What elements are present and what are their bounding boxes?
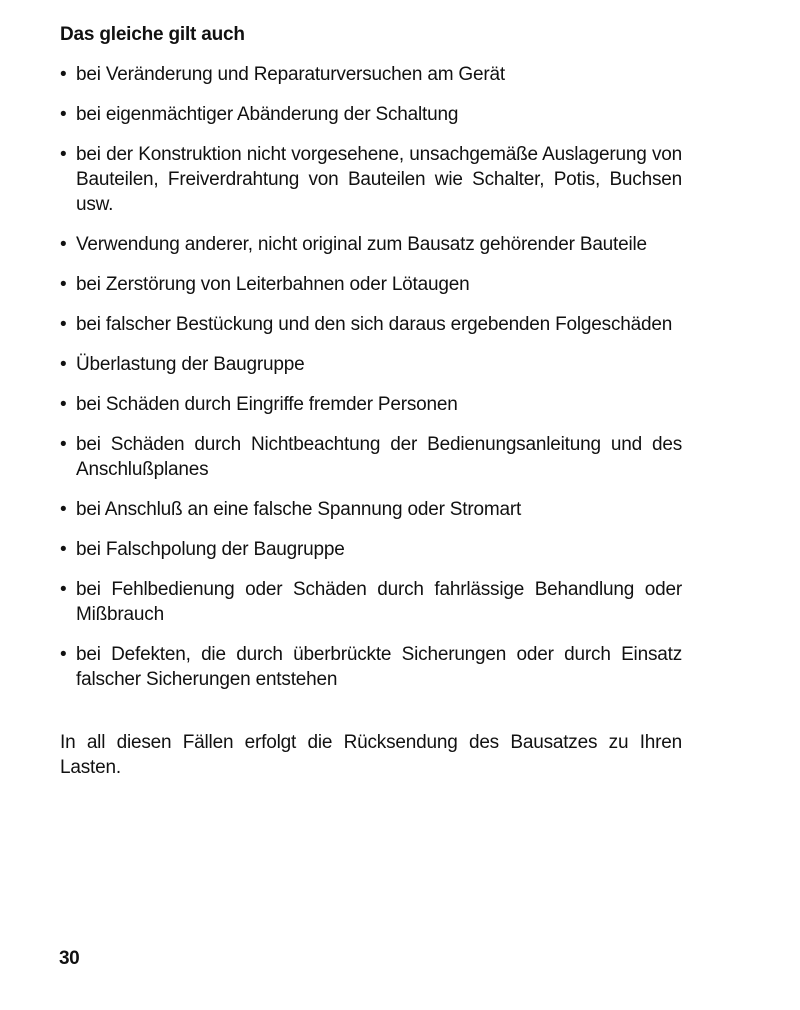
- bullet-icon: •: [60, 499, 67, 520]
- list-item-text: bei der Konstruktion nicht vorgesehene, unsachgemäße Auslagerung von Bauteilen, Freiverdrahtung von Bauteilen wie Schalter, Potis, Buchsen usw.: [76, 144, 682, 215]
- list-item: [60, 102, 682, 127]
- bullet-icon: •: [60, 539, 67, 560]
- list-item-text: bei Defekten, die durch überbrückte Sicherungen oder durch Einsatz falscher Sicherungen entstehen: [76, 644, 682, 690]
- list-item-text: bei Schäden durch Eingriffe fremder Personen: [76, 394, 458, 415]
- list-item: [60, 432, 682, 482]
- list-item: [60, 232, 682, 257]
- list-item: [60, 392, 682, 417]
- page-number: 30: [59, 948, 80, 969]
- list-item: [60, 642, 682, 692]
- list-item-text: bei falscher Bestückung und den sich daraus ergebenden Folgeschäden: [76, 314, 673, 335]
- list-item-text: Verwendung anderer, nicht original zum Bausatz gehörender Bauteile: [76, 234, 647, 255]
- list-item-text: bei Zerstörung von Leiterbahnen oder Lötaugen: [76, 274, 470, 295]
- page-content: [60, 22, 682, 780]
- list-item-text: bei Anschluß an eine falsche Spannung oder Stromart: [76, 499, 522, 520]
- list-item-text: Überlastung der Baugruppe: [76, 354, 305, 375]
- bullet-icon: •: [60, 104, 67, 125]
- list-item: [60, 352, 682, 377]
- list-item: [60, 312, 682, 337]
- list-item: [60, 537, 682, 562]
- bullet-icon: •: [60, 64, 67, 85]
- bullet-icon: •: [60, 354, 67, 375]
- section-heading: Das gleiche gilt auch: [60, 24, 245, 45]
- closing-paragraph: In all diesen Fällen erfolgt die Rücksendung des Bausatzes zu Ihren Lasten.: [60, 732, 682, 778]
- list-item-text: bei Veränderung und Reparaturversuchen am Gerät: [76, 64, 505, 85]
- bullet-icon: •: [60, 394, 67, 415]
- conditions-list: [60, 62, 682, 692]
- bullet-icon: •: [60, 579, 67, 600]
- list-item: [60, 62, 682, 87]
- list-item-text: bei Fehlbedienung oder Schäden durch fahrlässige Behandlung oder Mißbrauch: [76, 579, 682, 625]
- bullet-icon: •: [60, 274, 67, 295]
- list-item: [60, 497, 682, 522]
- list-item: [60, 272, 682, 297]
- list-item: [60, 577, 682, 627]
- bullet-icon: •: [60, 234, 67, 255]
- bullet-icon: •: [60, 144, 67, 165]
- bullet-icon: •: [60, 434, 67, 455]
- bullet-icon: •: [60, 314, 67, 335]
- list-item-text: bei eigenmächtiger Abänderung der Schaltung: [76, 104, 459, 125]
- list-item-text: bei Falschpolung der Baugruppe: [76, 539, 345, 560]
- list-item-text: bei Schäden durch Nichtbeachtung der Bedienungsanleitung und des Anschlußplanes: [76, 434, 682, 480]
- list-item: [60, 142, 682, 217]
- bullet-icon: •: [60, 644, 67, 665]
